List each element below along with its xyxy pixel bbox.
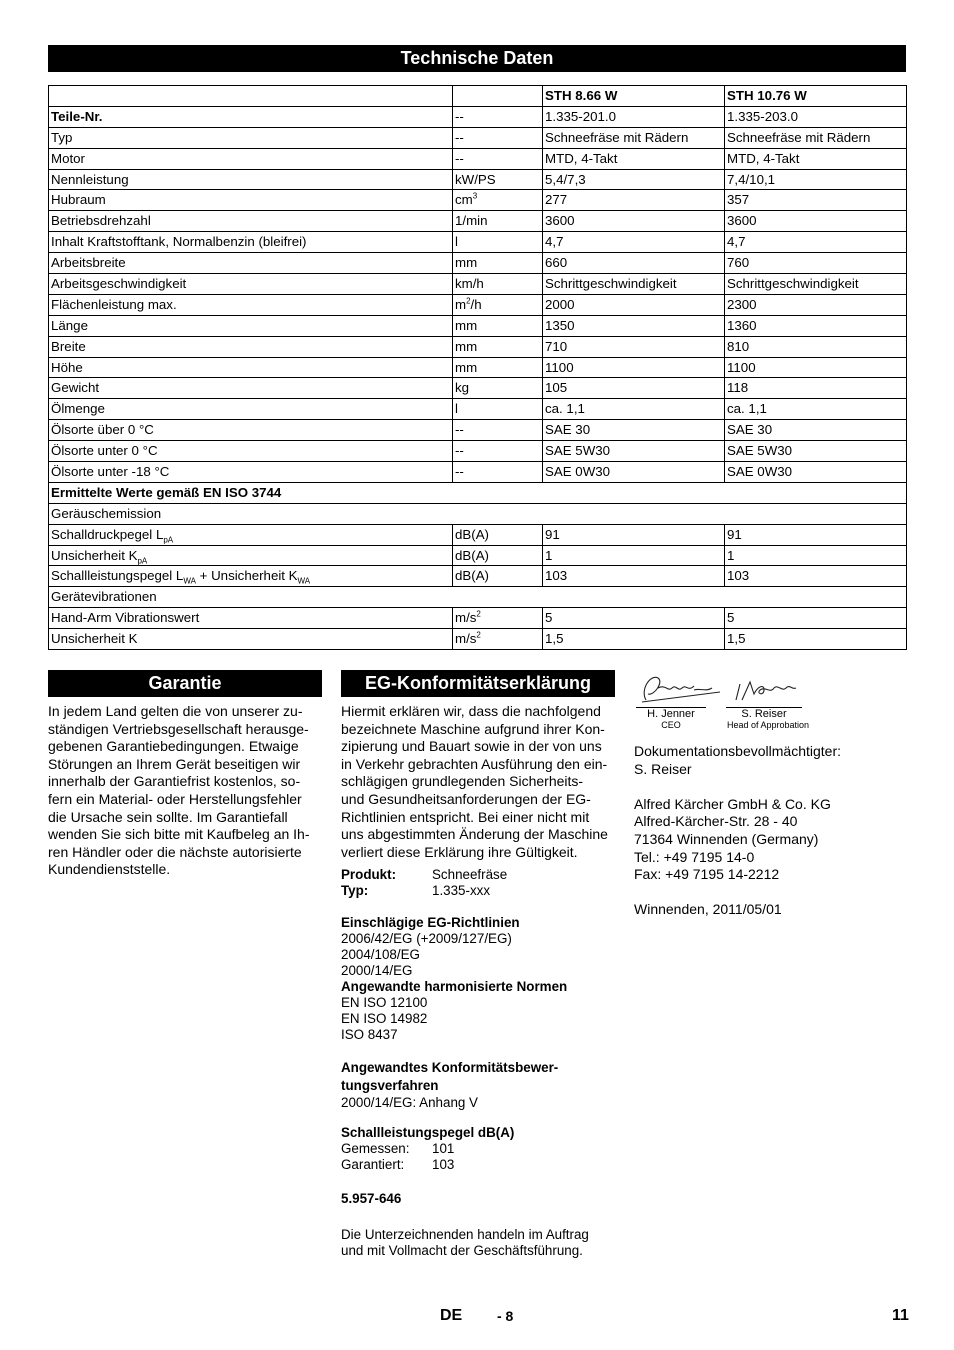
value-cell-model-2: SAE 30 [725, 420, 907, 441]
value-cell-model-2: 91 [725, 524, 907, 545]
table-row [49, 462, 907, 483]
text-line: Winnenden, 2011/05/01 [634, 901, 782, 918]
param-label: Motor [49, 148, 453, 169]
norm-item: ISO 8437 [341, 1027, 398, 1042]
value-cell-model-2: SAE 0W30 [725, 462, 907, 483]
text-line: gebenen Garantiebedingungen. Etwaige [48, 738, 299, 755]
norm-item: EN ISO 12100 [341, 995, 428, 1010]
text-line: Hiermit erklären wir, dass die nachfolgend [341, 703, 601, 719]
gemessen-value: 101 [432, 1141, 455, 1156]
signature-jenner-name: H. Jenner [636, 707, 706, 721]
param-label: Flächenleistung max. [49, 294, 453, 315]
verfahren-value: 2000/14/EG: Anhang V [341, 1095, 478, 1110]
table-row [49, 441, 907, 462]
value-cell-model-1: 4,7 [543, 232, 725, 253]
table-header-row [49, 86, 907, 107]
table-row [49, 190, 907, 211]
value-cell-model-2: 1,5 [725, 629, 907, 650]
param-label: Inhalt Kraftstofftank, Normalbenzin (bleifrei) [49, 232, 453, 253]
value-cell-model-1: SAE 30 [543, 420, 725, 441]
company-info [634, 743, 906, 919]
unit-cell: kW/PS [453, 169, 543, 190]
value-cell-model-2: MTD, 4-Takt [725, 148, 907, 169]
text-line: bezeichnete Maschine aufgrund ihrer Kon- [341, 720, 605, 737]
closing-line: und mit Vollmacht der Geschäftsführung. [341, 1243, 583, 1258]
label-with-subscript: Unsicherheit $K_{pA}$ [51, 547, 148, 566]
param-label: Ölsorte unter -18 °C [49, 462, 453, 483]
param-label [49, 545, 453, 566]
typ-label: Typ: [341, 883, 369, 898]
param-label: Nennleistung [49, 169, 453, 190]
table-row [49, 336, 907, 357]
text-line: in Verkehr gebrachten Ausführung den ein- [341, 755, 608, 772]
text-line: Dokumentationsbevollmächtigter: [634, 743, 841, 759]
text-line: Richtlinien entspricht. Bei einer nicht mit [341, 808, 590, 825]
text-line: zipierung und Bauart sowie in der von uns [341, 738, 602, 755]
table-row [49, 420, 907, 441]
unit-with-superscript: $m/s^2$ [455, 609, 481, 626]
value-cell-model-2: 1 [725, 545, 907, 566]
text-line: Kundendienststelle. [48, 861, 171, 878]
eg-product-block [341, 867, 621, 899]
param-label: Ölmenge [49, 399, 453, 420]
param-label: Typ [49, 127, 453, 148]
table-row [49, 482, 907, 503]
footer-page-local-value: - 8 [497, 1308, 514, 1324]
table-row [49, 524, 907, 545]
param-label: Arbeitsbreite [49, 253, 453, 274]
table-row [49, 608, 907, 629]
text-line: ren Händler oder die nächste autorisierte [48, 843, 302, 860]
richtlinie-item: 2004/108/EG [341, 947, 420, 962]
table-row [49, 503, 907, 524]
label-with-subscript: Schallleistungspegel $L_{WA}$ + Unsicherheit $K_{WA}$ [51, 568, 311, 587]
value-cell-model-1: SAE 5W30 [543, 441, 725, 462]
eg-schall-block [341, 1125, 621, 1173]
value-cell-model-2: 357 [725, 190, 907, 211]
table-row [49, 274, 907, 295]
unit-cell: mm [453, 357, 543, 378]
table-row [49, 294, 907, 315]
table-row [49, 232, 907, 253]
text-line [634, 884, 906, 902]
value-cell-model-2: 3600 [725, 211, 907, 232]
unit-cell: -- [453, 420, 543, 441]
unit-cell: -- [453, 148, 543, 169]
norm-item: EN ISO 14982 [341, 1011, 428, 1026]
unit-cell: dB(A) [453, 545, 543, 566]
value-cell-model-1: 103 [543, 566, 725, 587]
text-line: und Gesundheitsanforderungen der EG- [341, 790, 591, 807]
table-row [49, 378, 907, 399]
value-cell-model-2: 118 [725, 378, 907, 399]
table-row [49, 148, 907, 169]
text-line: verliert diese Erklärung ihre Gültigkeit. [341, 843, 578, 860]
unit-with-superscript: $m^2/h$ [455, 296, 482, 312]
unit-cell: mm [453, 315, 543, 336]
eg-verfahren-block [341, 1059, 621, 1111]
value-cell-model-2: 4,7 [725, 232, 907, 253]
eg-docnum: 5.957-646 [341, 1191, 402, 1206]
unit-cell [453, 629, 543, 650]
header-cell [49, 86, 453, 107]
signature-reiser [730, 674, 800, 704]
richtlinien-title: Einschlägige EG-Richtlinien [341, 915, 520, 930]
value-cell-model-2: 810 [725, 336, 907, 357]
unit-cell: -- [453, 127, 543, 148]
table-row [49, 211, 907, 232]
gemessen-label: Gemessen: [341, 1141, 410, 1156]
table-row [49, 399, 907, 420]
unit-cell: dB(A) [453, 524, 543, 545]
unit-cell: -- [453, 106, 543, 127]
text-line: Tel.: +49 7195 14-0 [634, 848, 755, 865]
value-cell-model-2: 1100 [725, 357, 907, 378]
table-row [49, 357, 907, 378]
param-label: Breite [49, 336, 453, 357]
value-cell-model-2: 103 [725, 566, 907, 587]
normen-title: Angewandte harmonisierte Normen [341, 979, 568, 994]
value-cell-model-2: ca. 1,1 [725, 399, 907, 420]
text-line [634, 778, 906, 796]
richtlinie-item: 2000/14/EG [341, 963, 413, 978]
text-line: innerhalb der Garantiefrist kostenlos, so- [48, 773, 301, 790]
value-cell-model-1: ca. 1,1 [543, 399, 725, 420]
eg-closing [341, 1227, 626, 1259]
unit-cell [453, 608, 543, 629]
unit-cell: mm [453, 336, 543, 357]
garantie-text [48, 703, 328, 879]
value-cell-model-1: 2000 [543, 294, 725, 315]
typ-value: 1.335-xxx [432, 883, 491, 898]
signature-reiser-role: Head of Approbation [726, 720, 810, 730]
value-cell-model-1: MTD, 4-Takt [543, 148, 725, 169]
param-label: Teile-Nr. [49, 106, 453, 127]
footer-lang: DE [440, 1307, 463, 1324]
text-line: Fax: +49 7195 14-2212 [634, 866, 780, 883]
param-label: Ölsorte unter 0 °C [49, 441, 453, 462]
value-cell-model-1: Schrittgeschwindigkeit [543, 274, 725, 295]
section-subheading: Geräuschemission [49, 503, 907, 524]
unit-cell: -- [453, 462, 543, 483]
value-cell-model-1: 3600 [543, 211, 725, 232]
header-cell-model-2: STH 10.76 W [725, 86, 907, 107]
value-cell-model-1: 5,4/7,3 [543, 169, 725, 190]
produkt-value: Schneefräse [432, 867, 508, 882]
header-cell-model-1: STH 8.66 W [543, 86, 725, 107]
garantie-heading [48, 670, 322, 697]
garantiert-value: 103 [432, 1157, 455, 1172]
table-row [49, 566, 907, 587]
text-line: wenden Sie sich bitte mit Kaufbeleg an Ih- [48, 826, 310, 843]
eg-intro-text [341, 703, 626, 861]
unit-with-superscript: $m/s^2$ [455, 630, 481, 647]
unit-cell: dB(A) [453, 566, 543, 587]
unit-cell [453, 294, 543, 315]
unit-cell: l [453, 232, 543, 253]
section-heading: Ermittelte Werte gemäß EN ISO 3744 [49, 482, 907, 503]
value-cell-model-1: 1.335-201.0 [543, 106, 725, 127]
text-line: S. Reiser [634, 760, 692, 777]
tech-data-table [48, 85, 907, 650]
value-cell-model-1: 710 [543, 336, 725, 357]
text-line: Alfred Kärcher GmbH & Co. KG [634, 795, 831, 812]
table-row [49, 106, 907, 127]
garantie-title: Garantie [148, 673, 222, 693]
page-title: Technische Daten [400, 48, 554, 68]
param-label [49, 524, 453, 545]
value-cell-model-2: 760 [725, 253, 907, 274]
page-title-banner [48, 45, 906, 72]
table-row [49, 629, 907, 650]
param-label: Betriebsdrehzahl [49, 211, 453, 232]
param-label: Unsicherheit K [49, 629, 453, 650]
unit-cell: l [453, 399, 543, 420]
verfahren-title-2: tungsverfahren [341, 1078, 439, 1093]
eg-title: EG-Konformitätserklärung [364, 673, 592, 693]
param-label: Gewicht [49, 378, 453, 399]
value-cell-model-1: 5 [543, 608, 725, 629]
value-cell-model-1: 91 [543, 524, 725, 545]
signature-reiser-name: S. Reiser [726, 707, 802, 721]
value-cell-model-1: SAE 0W30 [543, 462, 725, 483]
value-cell-model-2: 1.335-203.0 [725, 106, 907, 127]
text-line: schlägigen grundlegenden Sicherheits- [341, 773, 584, 790]
richtlinie-item: 2006/42/EG (+2009/127/EG) [341, 931, 512, 946]
table-row [49, 545, 907, 566]
footer-page-number: 11 [892, 1307, 909, 1324]
produkt-label: Produkt: [341, 867, 397, 882]
unit-cell [453, 190, 543, 211]
eg-heading [341, 670, 615, 697]
verfahren-title-1: Angewandtes Konformitätsbewer- [341, 1060, 559, 1075]
param-label: Länge [49, 315, 453, 336]
text-line: ständigen Vertriebsgesellschaft herausge- [48, 720, 309, 737]
unit-with-superscript: $cm^3$ [455, 192, 478, 208]
text-line: uns abgestimmten Änderung der Maschine [341, 826, 608, 843]
eg-richtlinien-block [341, 915, 621, 1043]
value-cell-model-1: 1,5 [543, 629, 725, 650]
unit-cell: kg [453, 378, 543, 399]
param-label: Arbeitsgeschwindigkeit [49, 274, 453, 295]
unit-cell: mm [453, 253, 543, 274]
table-row [49, 253, 907, 274]
unit-cell: 1/min [453, 211, 543, 232]
param-label: Hubraum [49, 190, 453, 211]
text-line: fern ein Material- oder Herstellungsfehler [48, 790, 302, 807]
closing-line: Die Unterzeichnenden handeln im Auftrag [341, 1227, 589, 1242]
value-cell-model-2: 7,4/10,1 [725, 169, 907, 190]
table-row [49, 127, 907, 148]
label-with-subscript: Schalldruckpegel $L_{pA}$ [51, 526, 174, 545]
text-line: die Ursache sein sollte. Im Garantiefall [48, 808, 288, 825]
value-cell-model-2: Schneefräse mit Rädern [725, 127, 907, 148]
text-line: 71364 Winnenden (Germany) [634, 830, 819, 847]
schall-title: Schallleistungspegel dB(A) [341, 1125, 515, 1140]
value-cell-model-1: Schneefräse mit Rädern [543, 127, 725, 148]
table-row [49, 315, 907, 336]
table-row [49, 587, 907, 608]
value-cell-model-2: 1360 [725, 315, 907, 336]
text-line: Störungen an Ihrem Gerät beseitigen wir [48, 755, 301, 772]
garantiert-label: Garantiert: [341, 1157, 405, 1172]
text-line: In jedem Land gelten die von unserer zu- [48, 703, 303, 719]
header-cell [453, 86, 543, 107]
section-subheading: Gerätevibrationen [49, 587, 907, 608]
signature-jenner [636, 670, 726, 704]
unit-cell: -- [453, 441, 543, 462]
text-line: Alfred-Kärcher-Str. 28 - 40 [634, 813, 798, 830]
param-label: Hand-Arm Vibrationswert [49, 608, 453, 629]
param-label: Höhe [49, 357, 453, 378]
param-label: Ölsorte über 0 °C [49, 420, 453, 441]
value-cell-model-2: 5 [725, 608, 907, 629]
table-row [49, 169, 907, 190]
value-cell-model-1: 277 [543, 190, 725, 211]
value-cell-model-1: 1 [543, 545, 725, 566]
value-cell-model-1: 660 [543, 253, 725, 274]
value-cell-model-2: 2300 [725, 294, 907, 315]
unit-cell: km/h [453, 274, 543, 295]
value-cell-model-1: 105 [543, 378, 725, 399]
value-cell-model-2: SAE 5W30 [725, 441, 907, 462]
footer-page-local [497, 1308, 513, 1324]
value-cell-model-2: Schrittgeschwindigkeit [725, 274, 907, 295]
value-cell-model-1: 1350 [543, 315, 725, 336]
param-label [49, 566, 453, 587]
value-cell-model-1: 1100 [543, 357, 725, 378]
signature-jenner-role: CEO [661, 720, 681, 730]
